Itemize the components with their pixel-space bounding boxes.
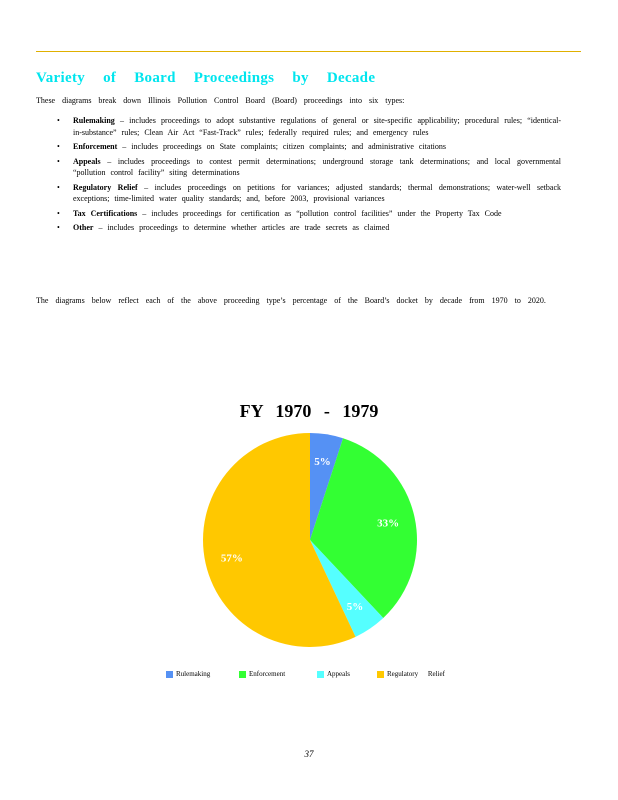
type-term: Tax Certifications [73, 208, 138, 218]
legend-label: Rulemaking [176, 670, 211, 678]
type-term: Enforcement [73, 142, 118, 151]
type-description: – includes proceedings on petitions for variances; adjusted standards; thermal demonstrations; water-well setback exceptions; time-limited water quality standards; and, before 2003, provisional variances [73, 182, 561, 203]
bullet-icon: • [57, 142, 60, 151]
pie-data-label: 57% [220, 552, 243, 565]
legend-swatch [166, 671, 173, 678]
type-description: – includes proceedings to determine whether articles are trade secrets as claimed [93, 223, 390, 232]
list-item [36, 208, 581, 220]
page-number: 37 [304, 749, 314, 759]
legend-label: Appeals [327, 670, 350, 678]
type-description: – includes proceedings for certification as “pollution control facilities” under the Property Tax Code [137, 208, 502, 218]
legend-swatch [377, 671, 384, 678]
list-item [36, 182, 581, 205]
pie-chart [200, 430, 420, 650]
proceeding-types-list [36, 115, 581, 237]
bullet-icon: • [57, 156, 60, 166]
type-term: Appeals [73, 156, 101, 166]
bullet-icon: • [57, 182, 60, 192]
legend-swatch [317, 671, 324, 678]
type-description: – includes proceedings on State complaints; citizen complaints; and administrative citations [117, 142, 447, 151]
list-item [36, 222, 581, 234]
list-item [36, 156, 581, 179]
bullet-icon: • [57, 223, 60, 232]
header-rule [36, 51, 581, 52]
type-description: – includes proceedings to adopt substantive regulations of general or site-specific applicability; procedural rules; “identical-in-substance” rules; Clean Air Act “Fast-Track” rules; federally required rules; and emergency rules [73, 116, 561, 137]
type-description: – includes proceedings to contest permit determinations; underground storage tank determinations; and local governmental “pollution control facility” siting determinations [73, 156, 561, 177]
list-item [36, 115, 581, 138]
type-term: Regulatory Relief [73, 182, 138, 192]
legend-label: Regulatory Relief [387, 670, 445, 678]
legend-label: Enforcement [249, 670, 286, 678]
type-term: Rulemaking [73, 116, 115, 125]
bullet-icon: • [57, 208, 60, 218]
intro-paragraph: These diagrams break down Illinois Pollution Control Board (Board) proceedings into six types: [36, 96, 405, 105]
legend-swatch [239, 671, 246, 678]
summary-paragraph: The diagrams below reflect each of the above proceeding type’s percentage of the Board’s docket by decade from 1970 to 2020. [36, 296, 546, 305]
pie-data-label: 33% [377, 517, 400, 530]
bullet-icon: • [57, 116, 60, 125]
chart-title: FY 1970 - 1979 [239, 401, 379, 421]
list-item [36, 141, 581, 153]
pie-data-label: 5% [346, 601, 364, 614]
pie-data-label: 5% [314, 456, 331, 468]
type-term: Other [73, 223, 94, 232]
section-heading: Variety of Board Proceedings by Decade [36, 70, 376, 86]
